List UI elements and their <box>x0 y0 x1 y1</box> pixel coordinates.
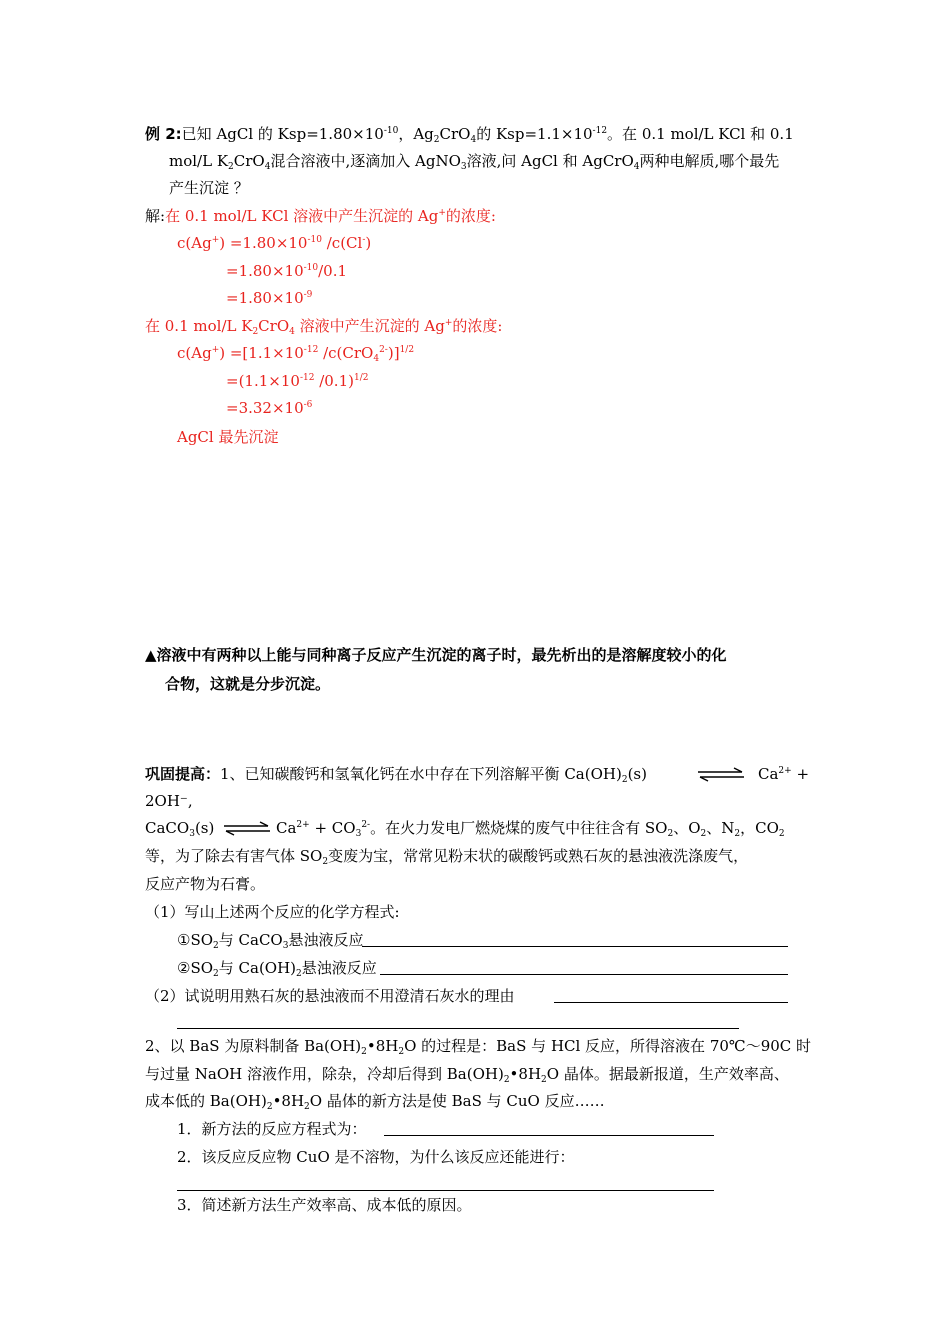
exercise1-line1-tail: $Ca^{2+}$ + <box>758 765 810 783</box>
exercise2-line1: 2、以 BaS 为原料制备 $Ba(OH)_2•8H_2O$ 的过程是：BaS 与 HCl 反应，所得溶液在 70℃～90C 时 <box>145 1037 812 1057</box>
example2-line3: 产生沉淀 ？ <box>169 179 249 197</box>
solution-conclusion: AgCl 最先沉淀 <box>177 428 279 446</box>
exercise1-line4: 等，为了除去有害气体 $SO_2$变废为宝，常常见粉末状的碳酸钙或熟石灰的悬浊液洗涤废气， <box>145 847 749 867</box>
exercise2-q1: 1．新方法的反应方程式为： <box>177 1120 367 1138</box>
exercise1-line1: 巩固提高：1、已知碳酸钙和氢氧化钙在水中存在下列溶解平衡 $Ca(OH)_2(s)$ <box>145 765 647 785</box>
solution-line8: $=3.32\times 10^{-6}$ <box>226 399 313 417</box>
solution-label: 解: <box>145 207 166 225</box>
solution-line5: 在 0.1 mol/L $K_2CrO_4$ 溶液中产生沉淀的 Ag+的浓度: <box>145 317 503 337</box>
equilibrium-arrow-icon <box>222 820 272 836</box>
solution-line6: $c(Ag^+) =[1.1\times 10^{-12}$ /c(CrO$_4^{2-}$)]$^{1/2}$ <box>177 344 415 364</box>
exercise1-q1: （1）写山上述两个反应的化学方程式: <box>145 903 400 921</box>
answer-blank-ex2-q2[interactable] <box>177 1190 714 1191</box>
note-line1: ▲溶液中有两种以上能与同种离子反应产生沉淀的离子时，最先析出的是溶解度较小的化 <box>145 646 727 664</box>
example2-line1: 例 2:已知 AgCl 的 $Ksp=1.80\times 10^{-10}$，$Ag_2CrO_4$的 $Ksp=1.1\times 10^{-12}$。在 0.1 mol/L KCl 和 0.1 <box>145 125 794 145</box>
exercise1-line2: 2OH⁻, <box>145 792 193 810</box>
solution-line1: 解:在 0.1 mol/L KCl 溶液中产生沉淀的 Ag+的浓度: <box>145 207 496 225</box>
solution-line2: $c(Ag^+) =1.80\times 10^{-10}$ /c(Cl-) <box>177 234 372 252</box>
exercise2-q3: 3．简述新方法生产效率高、成本低的原因。 <box>177 1196 472 1214</box>
answer-blank-q2-continued[interactable] <box>177 1028 739 1029</box>
exercise-label: 巩固提高： <box>145 765 221 783</box>
solution-line7: $=(1.1\times 10^{-12}$ /0.1)$^{1/2}$ <box>226 372 369 390</box>
exercise1-line3-tail: $Ca^{2+} + CO_3^{2-}$。在火力发电厂燃烧煤的废气中往往含有 $SO_2$、$O_2$、$N_2$，$CO_2$ <box>276 819 785 839</box>
exercise2-q2: 2．该反应反应物 CuO 是不溶物，为什么该反应还能进行： <box>177 1148 575 1166</box>
solution-line3: $=1.80\times 10^{-10}/0.1$ <box>226 262 348 280</box>
exercise1-q1a: $①SO_2$与 CaCO$_3$悬浊液反应 <box>177 931 364 951</box>
exercise2-line3: 成本低的 $Ba(OH)_2•8H_2O$ 晶体的新方法是使 BaS 与 CuO 反应…… <box>145 1092 605 1112</box>
equilibrium-arrow-icon <box>696 766 746 782</box>
answer-blank-ex2-q1[interactable] <box>384 1135 714 1136</box>
answer-blank-q1b[interactable] <box>380 974 788 975</box>
solution-line4: $=1.80\times 10^{-9}$ <box>226 289 313 307</box>
exercise1-line5: 反应产物为石膏。 <box>145 875 266 893</box>
answer-blank-q1a[interactable] <box>362 946 788 947</box>
exercise1-q2: （2）试说明用熟石灰的悬浊液而不用澄清石灰水的理由 <box>145 987 515 1005</box>
exercise2-line2: 与过量 NaOH 溶液作用，除杂，冷却后得到 $Ba(OH)_2•8H_2O$ 晶体。据最新报道，生产效率高、 <box>145 1065 789 1085</box>
exercise1-q1b: $②SO_2$与 $Ca(OH)_2$悬浊液反应 <box>177 959 377 979</box>
exercise1-line3-head: CaCO$_3$(s) <box>145 819 215 839</box>
example2-line2: mol/L $K_2CrO_4$混合溶液中,逐滴加入 AgNO$_3$溶液,问 AgCl 和 AgCrO$_4$两种电解质,哪个最先 <box>169 152 780 172</box>
example-label: 例 2 <box>145 125 176 143</box>
answer-blank-q2[interactable] <box>554 1002 788 1003</box>
note-line2: 合物，这就是分步沉淀。 <box>165 675 331 693</box>
